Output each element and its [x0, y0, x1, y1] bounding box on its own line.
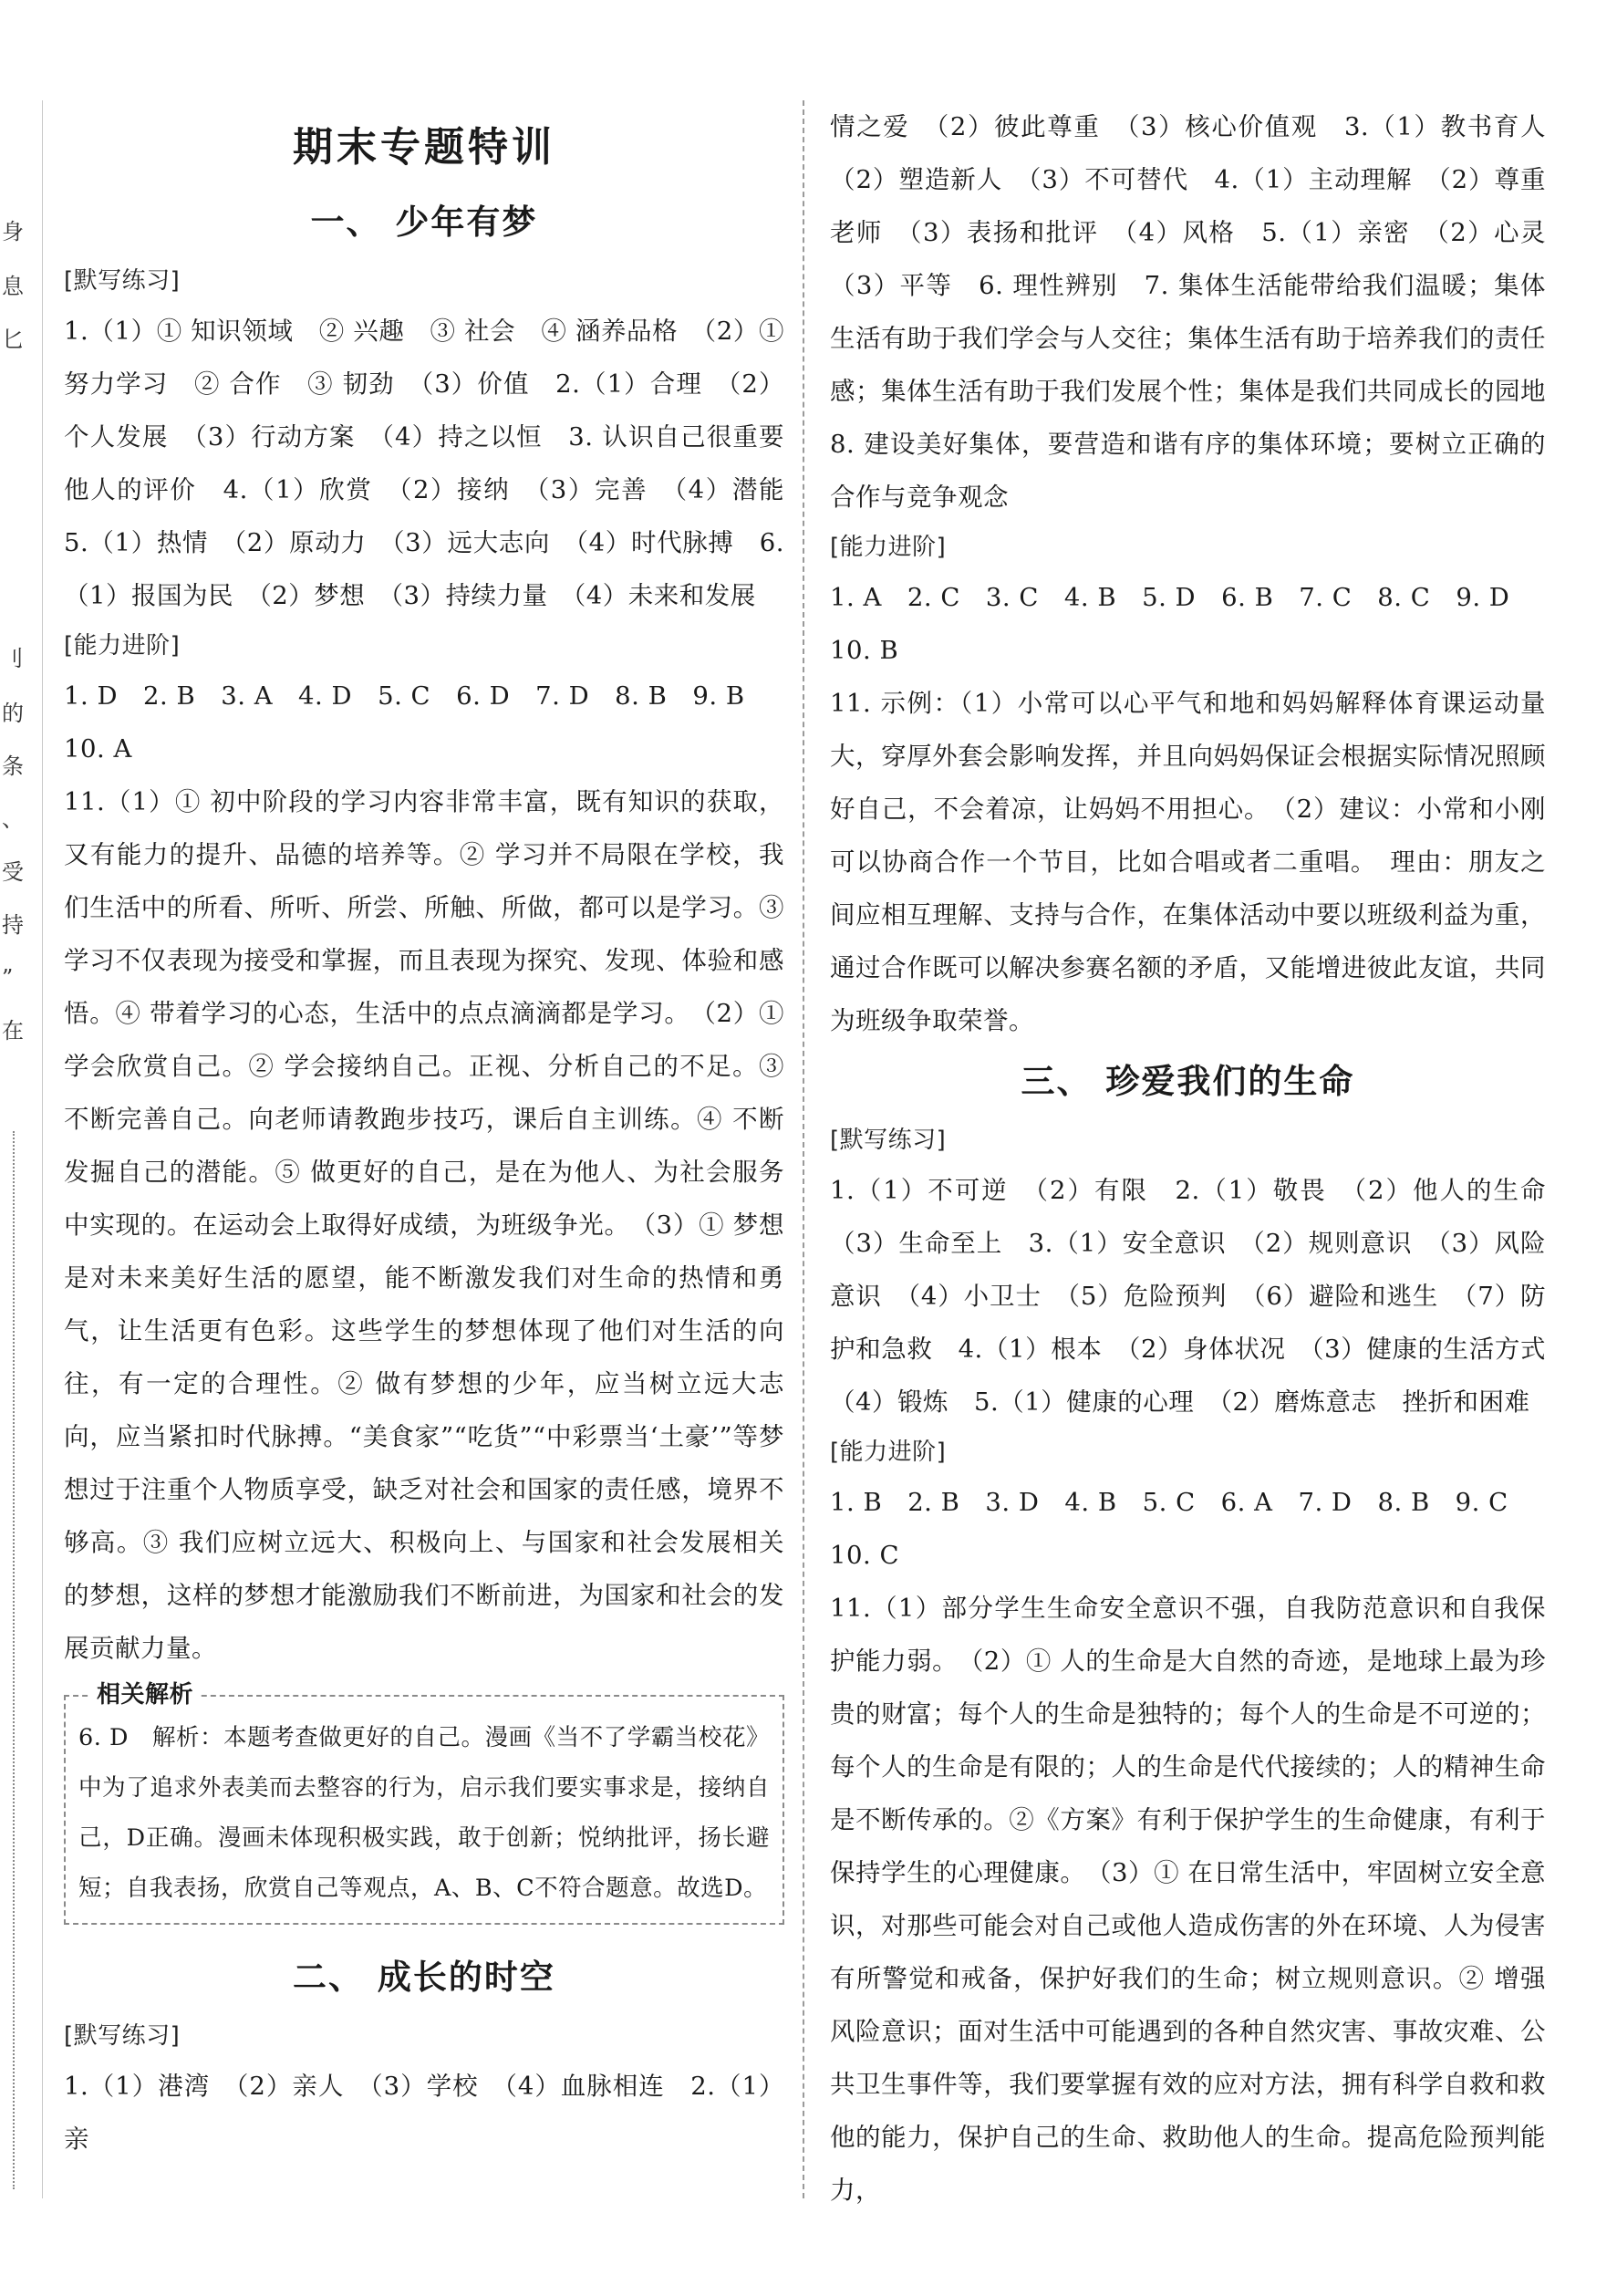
edge-char: 在 — [2, 1018, 24, 1044]
page-title: 期末专题特训 — [293, 124, 555, 171]
section-title-3: 三、 珍爱我们的生命 — [1021, 1062, 1355, 1101]
page-margin-rule — [42, 100, 43, 2198]
edge-char: 受 — [2, 859, 24, 885]
ability-tag: [能力进阶] — [830, 534, 947, 561]
edge-char: ” — [2, 965, 14, 991]
dictation-answers-continued: 情之爱 （2）彼此尊重 （3）核心价值观 3.（1）教书育人 （2）塑造新人 （3）不可替代 4.（1）主动理解 （2）尊重老师 （3）表扬和批评 （4）风格 5.（1）亲密 （2）心灵 （3）平等 6. 理性辨别 7. 集体生活能带给我们温暖；集体生活有助于我们学会与人交往；集体生活有助于培养我们的责任感；集体生活有助于我们发展个性；集体是我们共同成长的园地 8. 建设美好集体，要营造和谐有序的集体环境；要树立正确的合作与竞争观念 — [830, 112, 1571, 512]
section-title-2: 二、 成长的时空 — [293, 1958, 555, 1997]
analysis-label: 相关解析 — [89, 1681, 201, 1709]
choice-answers-2: 10. B — [830, 636, 899, 665]
ability-tag: [能力进阶] — [830, 1439, 947, 1466]
column-divider — [803, 100, 804, 2198]
ability-tag: [能力进阶] — [64, 632, 181, 660]
right-column — [830, 100, 1571, 2217]
edge-char: 、 — [2, 806, 24, 832]
edge-char: 的 — [2, 701, 24, 726]
left-column — [64, 100, 810, 2166]
edge-char: 身 — [2, 219, 24, 244]
analysis-box — [64, 1681, 784, 1925]
dictation-tag: [默写练习] — [64, 2022, 181, 2050]
dictation-answers: 1.（1）港湾 （2）亲人 （3）学校 （4）血脉相连 2.（1）亲 — [64, 2072, 784, 2154]
dictation-tag: [默写练习] — [830, 1127, 947, 1154]
choice-answers-2: 10. A — [64, 734, 132, 764]
dictation-tag: [默写练习] — [64, 267, 181, 295]
edge-char: 刂 — [2, 646, 24, 671]
analysis-text: 6. D 解析：本题考查做更好的自己。漫画《当不了学霸当校花》中为了追求外表美而去整容的行为，启示我们要实事求是，接纳自己，D正确。漫画未体现积极实践，敢于创新；悦纳批评，扬长避短；自我表扬，欣赏自己等观点，A、B、C不符合题意。故选D。 — [78, 1724, 770, 1902]
edge-char: 息 — [2, 274, 24, 299]
dictation-answers: 1.（1）① 知识领域 ② 兴趣 ③ 社会 ④ 涵养品格 （2）① 努力学习 ② 合作 ③ 韧劲 （3）价值 2.（1）合理 （2）个人发展 （3）行动方案 （4）持之以恒 3. 认识自己很重要 他人的评价 4.（1）欣赏 （2）接纳 （3）完善 （4）潜能 5.（1）热情 （2）原动力 （3）远大志向 （4）时代脉搏 6.（1）报国为民 （2）梦想 （3）持续力量 （4）未来和发展 — [64, 317, 810, 610]
choice-answers: 1. D 2. B 3. A 4. D 5. C 6. D 7. D 8. B 9. B — [64, 681, 745, 711]
edge-char: 持 — [2, 912, 24, 938]
choice-answers: 1. A 2. C 3. C 4. B 5. D 6. B 7. C 8. C 9. D — [830, 583, 1510, 612]
edge-char: 条 — [2, 753, 24, 779]
question-11-answer: 11. 示例：（1）小常可以心平气和地和妈妈解释体育课运动量大，穿厚外套会影响发挥，并且向妈妈保证会根据实际情况照顾好自己，不会着凉，让妈妈不用担心。 （2）建议：小常和小刚可以协商合作一个节目，比如合唱或者二重唱。 理由：朋友之间应相互理解、支持与合作，在集体活动中要以班级利益为重，通过合作既可以解决参赛名额的矛盾，又能增进彼此友谊，共同为班级争取荣誉。 — [830, 689, 1546, 1035]
left-edge-dotted-rule — [13, 1131, 16, 2189]
section-title-1: 一、 少年有梦 — [310, 203, 538, 242]
question-11-answer: 11.（1）部分学生生命安全意识不强，自我防范意识和自我保护能力弱。 （2）① 人的生命是大自然的奇迹，是地球上最为珍贵的财富；每个人的生命是独特的；每个人的生命是不可逆的；每个人的生命是有限的；人的生命是代代接续的；人的精神生命是不断传承的。②《方案》有利于保护学生的生命健康，有利于保持学生的心理健康。 （3）① 在日常生活中，牢固树立安全意识，对那些可能会对自己或他人造成伤害的外在环境、人为侵害有所警觉和戒备，保护好我们的生命；树立规则意识。② 增强风险意识；面对生活中可能遇到的各种自然灾害、事故灾难、公共卫生事件等，我们要掌握有效的应对方法，拥有科学自救和救他的能力，保护自己的生命、救助他人的生命。提高危险预判能力， — [830, 1594, 1546, 2205]
dictation-answers: 1.（1）不可逆 （2）有限 2.（1）敬畏 （2）他人的生命 （3）生命至上 3.（1）安全意识 （2）规则意识 （3）风险意识 （4）小卫士 （5）危险预判 （6）避险和逃生 （7）防护和急救 4.（1）根本 （2）身体状况 （3）健康的生活方式 （4）锻炼 5.（1）健康的心理 （2）磨炼意志 挫折和困难 — [830, 1176, 1571, 1417]
edge-char: 匕 — [2, 327, 24, 352]
choice-answers: 1. B 2. B 3. D 4. B 5. C 6. A 7. D 8. B 9. C — [830, 1488, 1508, 1517]
choice-answers-2: 10. C — [830, 1541, 900, 1570]
question-11-answer: 11.（1）① 初中阶段的学习内容非常丰富，既有知识的获取，又有能力的提升、品德的培养等。② 学习并不局限在学校，我们生活中的所看、所听、所尝、所触、所做，都可以是学习。③ 学习不仅表现为接受和掌握，而且表现为探究、发现、体验和感悟。④ 带着学习的心态，生活中的点点滴滴都是学习。 （2）① 学会欣赏自己。② 学会接纳自己。正视、分析自己的不足。③ 不断完善自己。向老师请教跑步技巧，课后自主训练。④ 不断发掘自己的潜能。⑤ 做更好的自己，是在为他人、为社会服务中实现的。在运动会上取得好成绩，为班级争光。 （3）① 梦想是对未来美好生活的愿望，能不断激发我们对生命的热情和勇气，让生活更有色彩。这些学生的梦想体现了他们对生活的向往，有一定的合理性。② 做有梦想的少年，应当树立远大志向，应当紧扣时代脉搏。“美食家”“吃货”“中彩票当‘土豪’”等梦想过于注重个人物质享受，缺乏对社会和国家的责任感，境界不够高。③ 我们应树立远大、积极向上、与国家和社会发展相关的梦想，这样的梦想才能激励我们不断前进，为国家和社会的发展贡献力量。 — [64, 787, 784, 1663]
